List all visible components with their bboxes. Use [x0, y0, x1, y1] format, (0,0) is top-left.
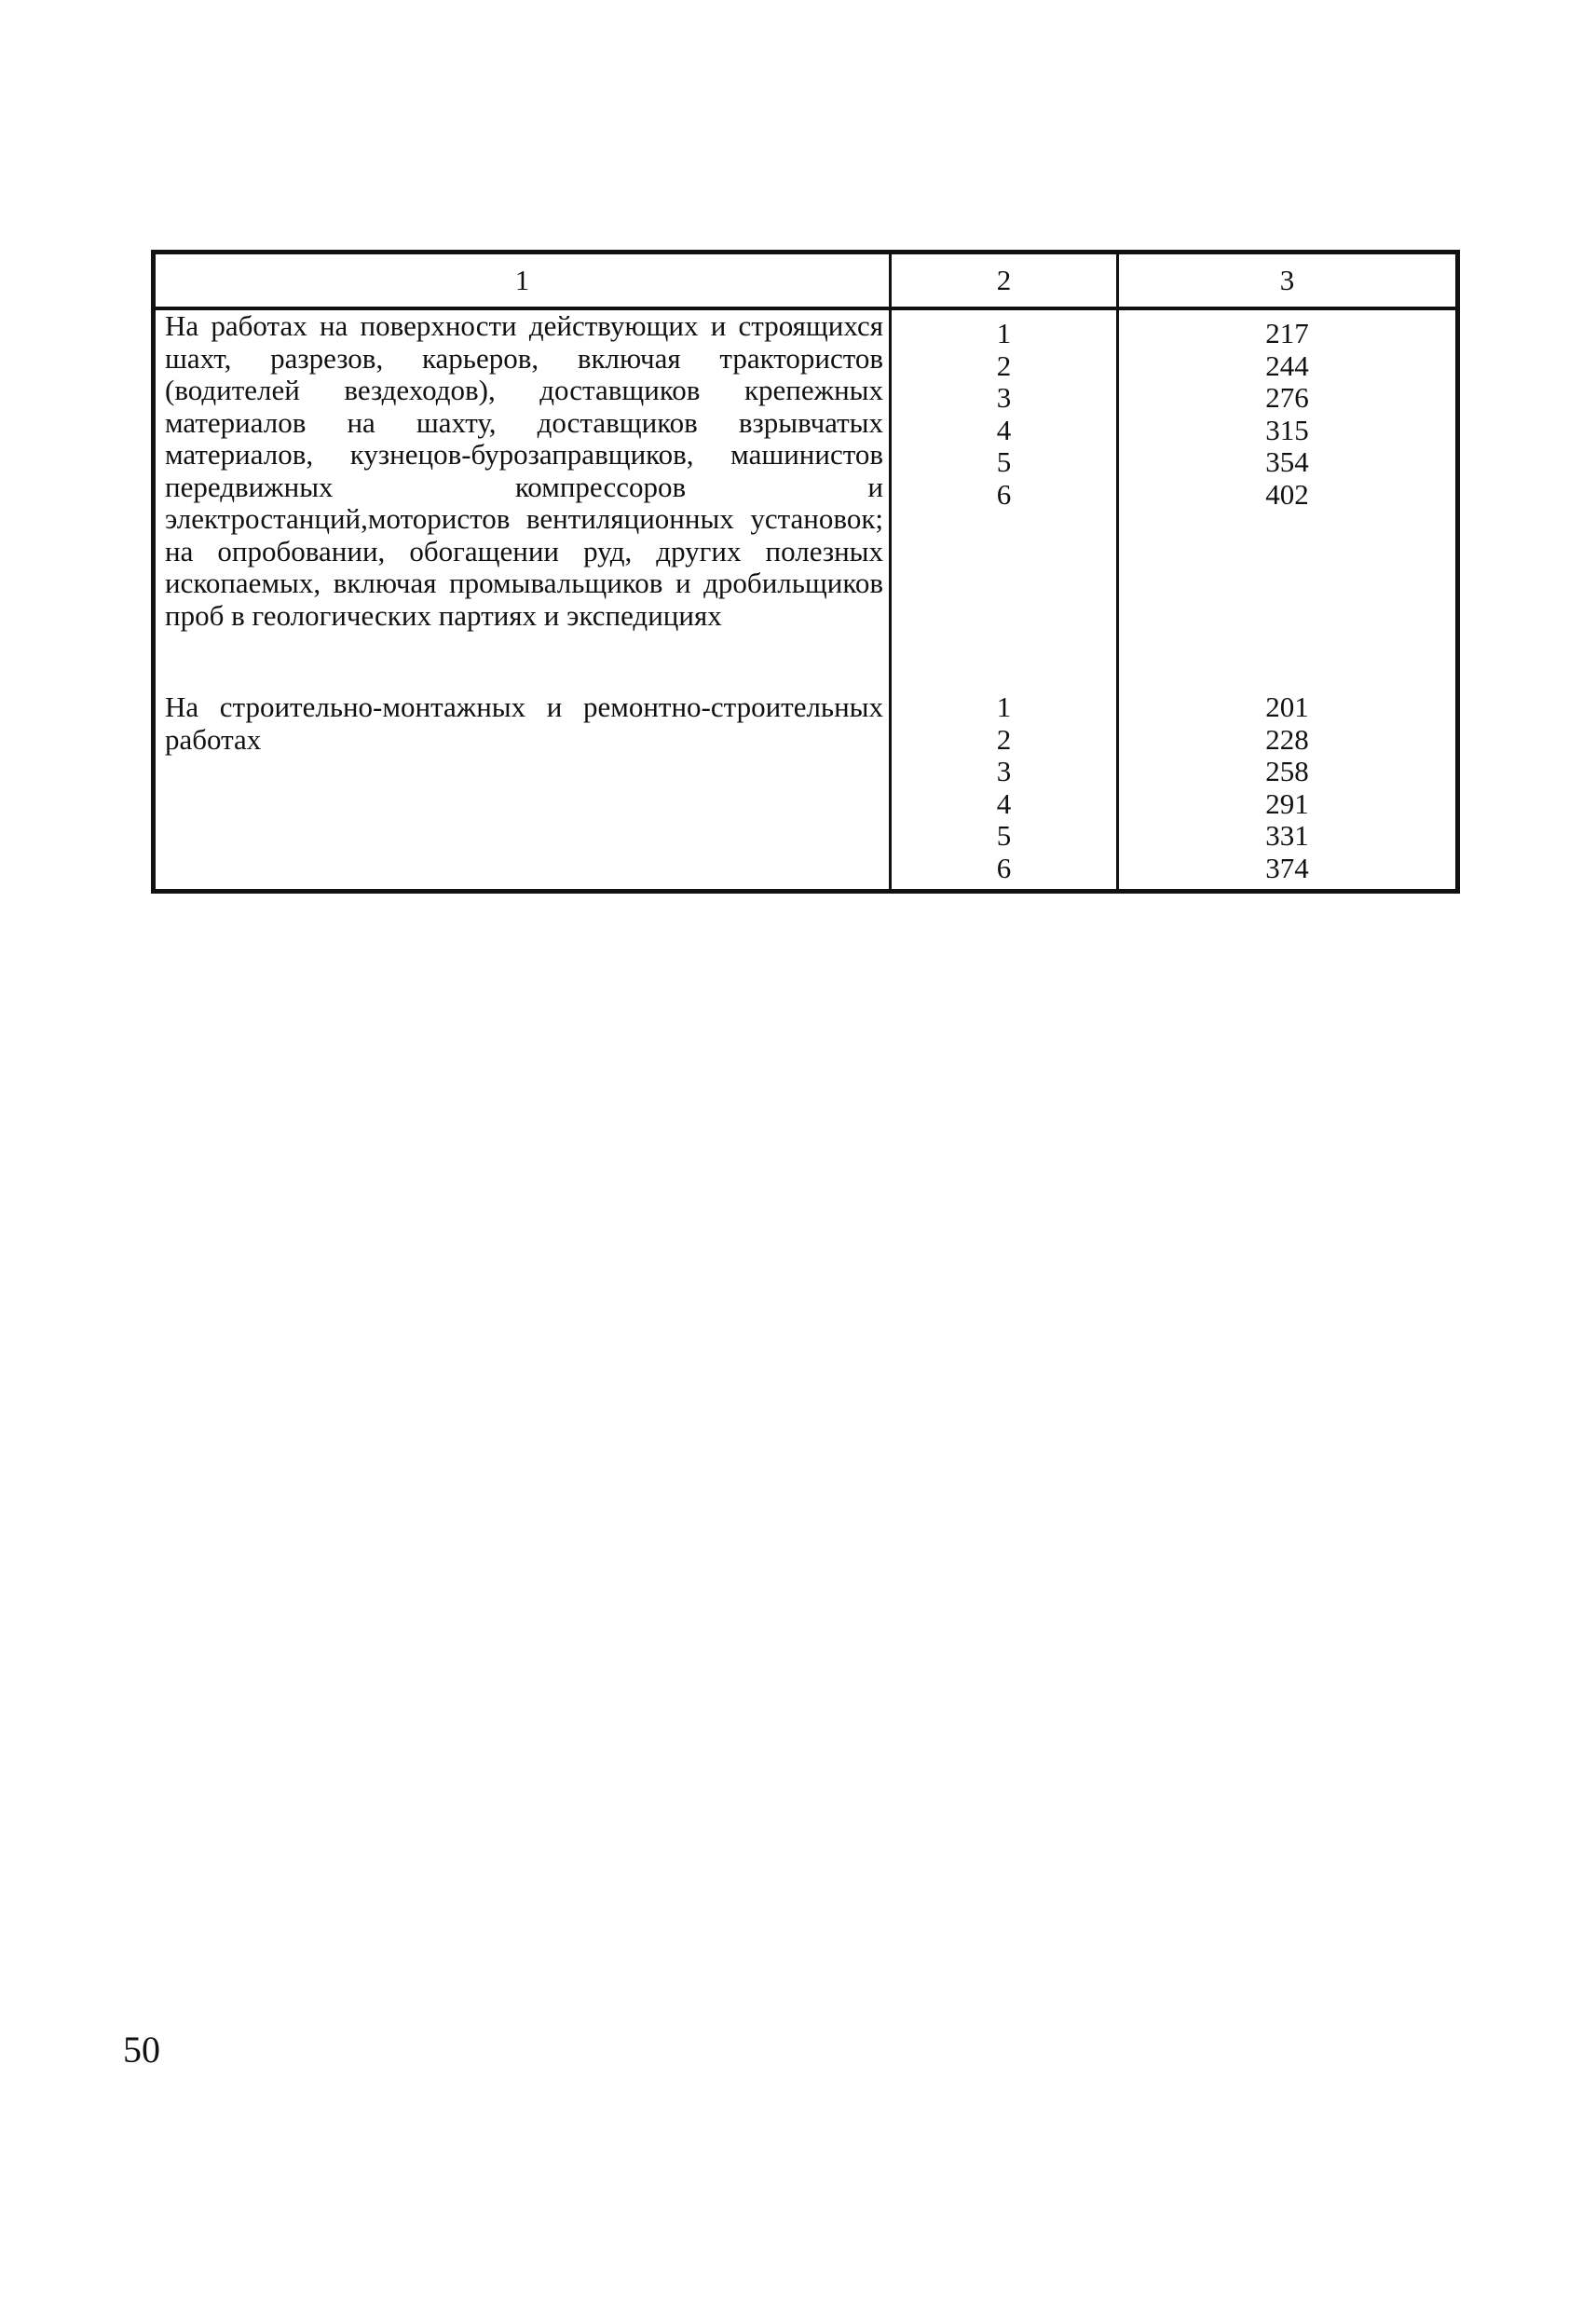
- row-categories: [891, 691, 1118, 892]
- row-values: [1118, 308, 1458, 691]
- rate-value: 315: [1265, 413, 1309, 446]
- category-value: 3: [996, 755, 1012, 787]
- category-value: 1: [996, 317, 1012, 349]
- category-value: 4: [996, 413, 1012, 446]
- row-description: На строительно-монтажных и ремонтно-строительных работах: [154, 691, 891, 892]
- rate-value: 402: [1265, 477, 1309, 511]
- rate-value: 217: [1265, 317, 1309, 349]
- category-value: 6: [996, 477, 1012, 511]
- table-header-row: [154, 253, 1458, 309]
- rate-value: 228: [1265, 722, 1309, 756]
- rate-value: 374: [1265, 851, 1309, 884]
- category-value: 1: [996, 690, 1012, 723]
- rate-value: 291: [1265, 786, 1309, 820]
- category-value: 2: [996, 349, 1012, 382]
- category-value: 5: [996, 819, 1012, 852]
- rate-value: 201: [1265, 690, 1309, 723]
- category-value: 6: [996, 851, 1012, 884]
- rate-value: 258: [1265, 755, 1309, 787]
- table-row: [154, 308, 1458, 691]
- header-col-1: 1: [154, 253, 891, 309]
- row-categories: [891, 308, 1118, 691]
- rate-value: 244: [1265, 349, 1309, 382]
- header-col-3: 3: [1118, 253, 1458, 309]
- rates-table: [151, 250, 1460, 894]
- category-value: 4: [996, 786, 1012, 820]
- page-number: 50: [123, 2029, 160, 2071]
- row-description: На работах на поверхности действующих и строящихся шахт, разрезов, карьеров, включая трактористов (водителей вездеходов), доставщиков крепежных материалов на шахту, доставщиков взрывчатых материалов, кузнецов-бурозаправщиков, машинистов передвижных компрессоров и электростанций,мотористов вентиляционных установок; на опробовании, обогащении руд, других полезных ископаемых, включая промывальщиков и дробильщиков проб в геологических партиях и экспедициях: [154, 308, 891, 691]
- rate-value: 354: [1265, 445, 1309, 478]
- row-values: [1118, 691, 1458, 892]
- rate-value: 331: [1265, 819, 1309, 852]
- rate-value: 276: [1265, 381, 1309, 414]
- category-value: 5: [996, 445, 1012, 478]
- header-col-2: 2: [891, 253, 1118, 309]
- table-row: [154, 691, 1458, 892]
- category-value: 2: [996, 722, 1012, 756]
- category-value: 3: [996, 381, 1012, 414]
